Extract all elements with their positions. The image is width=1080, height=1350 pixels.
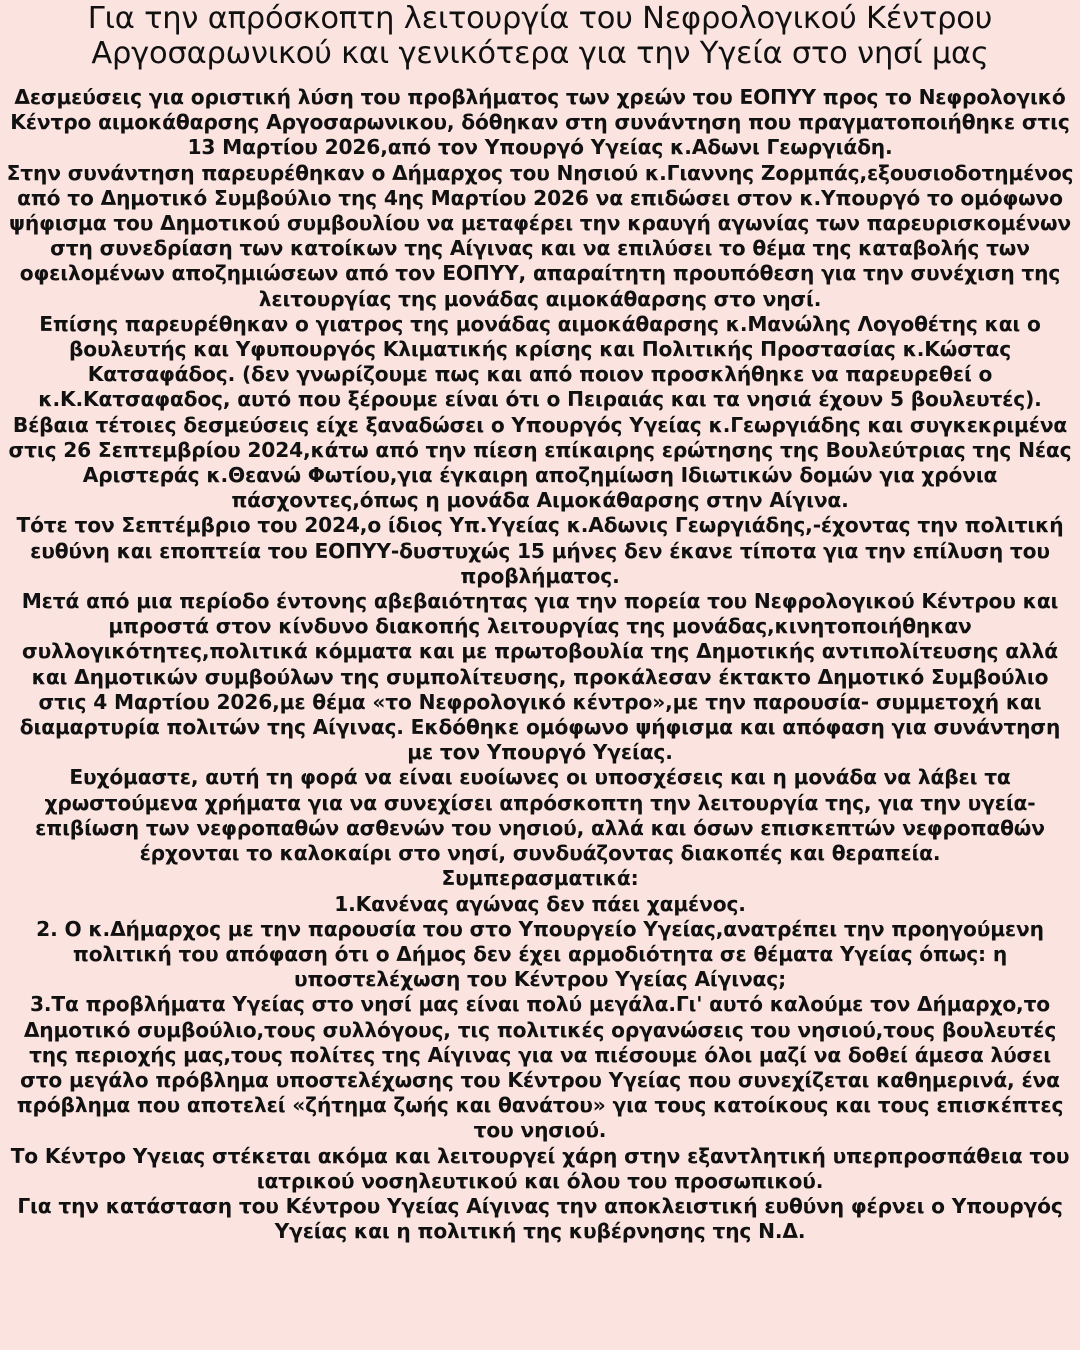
- paragraph-september-2024: Τότε τον Σεπτέμβριο του 2024,ο ίδιος Υπ.Υγείας κ.Αδωνις Γεωργιάδης,-έχοντας την πολιτική ευθύνη και εποπτεία του ΕΟΠΥΥ-δυστυχώς 15 μήνες δεν έκανε τίποτα για την επίλυση του προβλήματος.: [16, 513, 1064, 588]
- document-body: [6, 85, 1074, 1244]
- conclusion-item-3: 3.Τα προβλήματα Υγείας στο νησί μας είναι πολύ μεγάλα.Γι' αυτό καλούμε τον Δήμαρχο,το Δημοτικό συμβούλιο,τους συλλόγους, τις πολιτικές οργανώσεις του νησιού,τους βουλευτές της περιοχής μας,τους πολίτες της Αίγινας για να πιέσουμε όλοι μαζί να δοθεί άμεσα λύσει στο μεγάλο πρόβλημα υποστελέχωσης του Κέντρου Υγείας που συνεχίζεται καθημερινά, ένα πρόβλημα που αποτελεί «ζήτημα ζωής και θανάτου» για τους κατοίκους και τους επισκέπτες του νησιού.: [16, 992, 1064, 1143]
- document-title: Για την απρόσκοπτη λειτουργία του Νεφρολογικού Κέντρου Αργοσαρωνικού και γενικότερα για την Υγεία στο νησί μας: [87, 1, 993, 71]
- paragraph-responsibility: Για την κατάσταση του Κέντρου Υγείας Αίγινας την αποκλειστική ευθύνη φέρνει ο Υπουργός Υγείας και η πολιτική της κυβέρνησης της Ν.Δ.: [17, 1193, 1063, 1244]
- paragraph-meeting-commitments: Δεσμεύσεις για οριστική λύση του προβλήματος των χρεών του ΕΟΠΥΥ προς το Νεφρολογικό Κέντρο αιμοκάθαρσης Αργοσαρωνικου, δόθηκαν στη συνάντηση που πραγματοποιήθηκε στις 13 Μαρτίου 2026,από τον Υπουργό Υγείας κ.Αδωνι Γεωργιάδη.: [10, 85, 1070, 160]
- paragraph-mayor-attendance: Στην συνάντηση παρευρέθηκαν ο Δήμαρχος του Νησιού κ.Γιαννης Ζορμπάς,εξουσιοδοτημένος από το Δημοτικό Συμβούλιο της 4ης Μαρτίου 2026 να επιδώσει στον κ.Υπουργό το ομόφωνο ψήφισμα του Δημοτικού συμβουλίου να μεταφέρει την κραυγή αγωνίας των παρευρισκομένων στη συνεδρίαση των κατοίκων της Αίγινας και να επιλύσει το θέμα της καταβολής των οφειλομένων αποζημιώσεων από τον ΕΟΠΥΥ, απαραίτητη προυπόθεση για την συνέχιση της λειτουργίας της μονάδας αιμοκάθαρσης στο νησί.: [6, 160, 1074, 311]
- paragraph-previous-commitments: Βέβαια τέτοιες δεσμεύσεις είχε ξαναδώσει ο Υπουργός Υγείας κ.Γεωργιάδης και συγκεκριμένα στις 26 Σεπτεμβρίου 2024,κάτω από την πίεση επίκαιρης ερώτησης της Βουλεύτριας της Νέας Αριστεράς κ.Θεανώ Φωτίου,για έγκαιρη αποζημίωση Ιδιωτικών δομών για χρόνια πάσχοντες,όπως η μονάδα Αιμοκάθαρσης στην Αίγινα.: [8, 412, 1072, 513]
- paragraph-mobilization: Μετά από μια περίοδο έντονης αβεβαιότητας για την πορεία του Νεφρολογικού Κέντρου και μπροστά στον κίνδυνο διακοπής λειτουργίας της μονάδας,κινητοποιήθηκαν συλλογικότητες,πολιτικά κόμματα και με πρωτοβουλία της Δημοτικής αντιπολίτευσης αλλά και Δημοτικών συμβούλων της συμπολίτευσης, προκάλεσαν έκτακτο Δημοτικό Συμβούλιο στις 4 Μαρτίου 2026,με θέμα «το Νεφρολογικό κέντρο»,με την παρουσία- συμμετοχή και διαμαρτυρία πολιτών της Αίγινας. Εκδόθηκε ομόφωνο ψήφισμα και απόφαση για συνάντηση με τον Υπουργό Υγείας.: [19, 589, 1061, 765]
- conclusion-item-1: 1.Κανένας αγώνας δεν πάει χαμένος.: [334, 891, 746, 916]
- conclusion-item-2: 2. Ο κ.Δήμαρχος με την παρουσία του στο Υπουργείο Υγείας,ανατρέπει την προηγούμενη πολιτική του απόφαση ότι ο Δήμος δεν έχει αρμοδιότητα σε θέματα Υγείας όπως: η υποστελέχωση του Κέντρου Υγείας Αίγινας;: [36, 916, 1044, 992]
- paragraph-wishes: Ευχόμαστε, αυτή τη φορά να είναι ευοίωνες οι υποσχέσεις και η μονάδα να λάβει τα χρωστούμενα χρήματα για να συνεχίσει απρόσκοπτη την λειτουργία της, για την υγεία-επιβίωση των νεφροπαθών ασθενών του νησιού, αλλά και όσων επισκεπτών νεφροπαθών έρχονται το καλοκαίρι στο νησί, συνδυάζοντας διακοπές και θεραπεία.: [35, 765, 1045, 866]
- paragraph-health-center-staff: Το Κέντρο Υγειας στέκεται ακόμα και λειτουργεί χάρη στην εξαντλητική υπερπροσπάθεια του ιατρικού νοσηλευτικού και όλου του προσωπικού.: [10, 1143, 1070, 1193]
- paragraph-other-attendees: Επίσης παρευρέθηκαν ο γιατρος της μονάδας αιμοκάθαρσης κ.Μανώλης Λογοθέτης και ο βουλευτής και Υφυπουργός Κλιματικής κρίσης και Πολιτικής Προστασίας κ.Κώστας Κατσαφάδος. (δεν γνωρίζουμε πως και από ποιον προσκλήθηκε να παρευρεθεί ο κ.Κ.Κατσαφαδος, αυτό που ξέρουμε είναι ότι ο Πειραιάς και τα νησιά έχουν 5 βουλευτές).: [38, 311, 1042, 412]
- paragraph-conclusions-heading: Συμπερασματικά:: [441, 866, 639, 891]
